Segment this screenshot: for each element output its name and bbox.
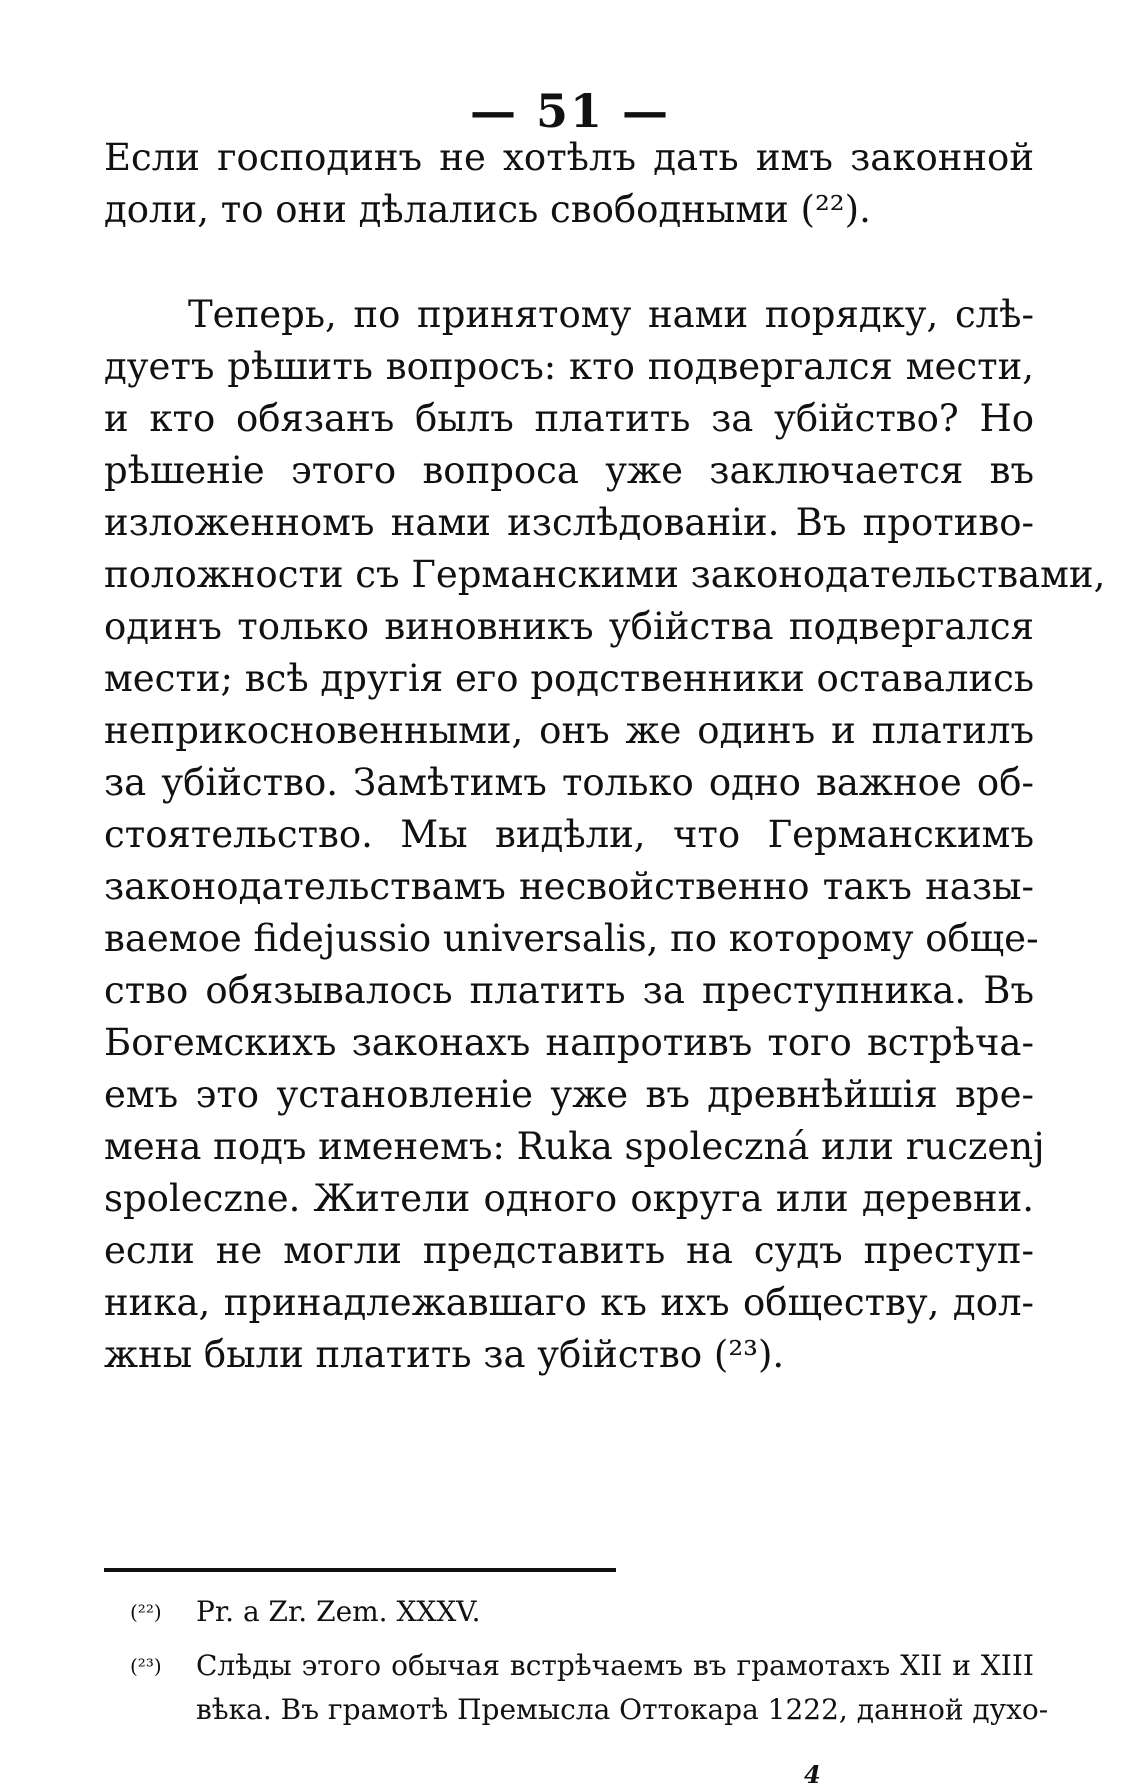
text-line: ника, принадлежавшаго къ ихъ обществу, дол- — [104, 1281, 1034, 1324]
text-line: одинъ только виновникъ убійства подвергался — [104, 605, 1034, 648]
footnote-marker: (²²) — [130, 1600, 162, 1624]
text-line: дуетъ рѣшить вопросъ: кто подвергался мести, — [104, 345, 1034, 388]
text-line: стоятельство. Мы видѣли, что Германскимъ — [104, 813, 1034, 856]
text-line: мести; всѣ другія его родственники оставались — [104, 657, 1034, 700]
text-line: Если господинъ не хотѣлъ дать имъ законной — [104, 136, 1034, 179]
footnote-text: вѣка. Въ грамотѣ Премысла Оттокара 1222, данной духо- — [196, 1693, 1049, 1726]
text-line: жны были платить за убійство (²³). — [104, 1333, 785, 1376]
text-line: ваемое fidejussio universalis, по которому обще- — [104, 917, 1039, 960]
footnote-text: Слѣды этого обычая встрѣчаемъ въ грамотахъ XII и XIII — [196, 1649, 1034, 1682]
text-line: неприкосновенными, онъ же одинъ и платилъ — [104, 709, 1034, 752]
signature-mark: 4 — [804, 1760, 821, 1789]
page-number: — 51 — — [469, 84, 671, 138]
text-line: spoleczne. Жители одного округа или деревни. — [104, 1177, 1034, 1220]
footnote-divider — [104, 1568, 616, 1572]
text-line: ство обязывалось платить за преступника. Въ — [104, 969, 1034, 1012]
text-line: законодательствамъ несвойственно такъ назы- — [104, 865, 1034, 908]
text-line: Теперь, по принятому нами порядку, слѣ- — [188, 293, 1034, 336]
text-line: за убійство. Замѣтимъ только одно важное об- — [104, 761, 1034, 804]
text-line: емъ это установленіе уже въ древнѣйшія вре- — [104, 1073, 1034, 1116]
text-line: мена подъ именемъ: Ruka spoleczná или ruczenj — [104, 1125, 1045, 1168]
footnote-text: Pr. a Zr. Zem. XXXV. — [196, 1595, 481, 1628]
text-line: если не могли представить на судъ преступ- — [104, 1229, 1034, 1272]
text-line: доли, то они дѣлались свободными (²²). — [104, 188, 871, 231]
text-line: положности съ Германскими законодательствами, — [104, 553, 1106, 596]
text-line: рѣшеніе этого вопроса уже заключается въ — [104, 449, 1034, 492]
text-line: Богемскихъ законахъ напротивъ того встрѣча- — [104, 1021, 1034, 1064]
text-line: изложенномъ нами изслѣдованіи. Въ противо- — [104, 501, 1034, 544]
footnote-marker: (²³) — [130, 1654, 162, 1678]
text-line: и кто обязанъ былъ платить за убійство? Но — [104, 397, 1034, 440]
